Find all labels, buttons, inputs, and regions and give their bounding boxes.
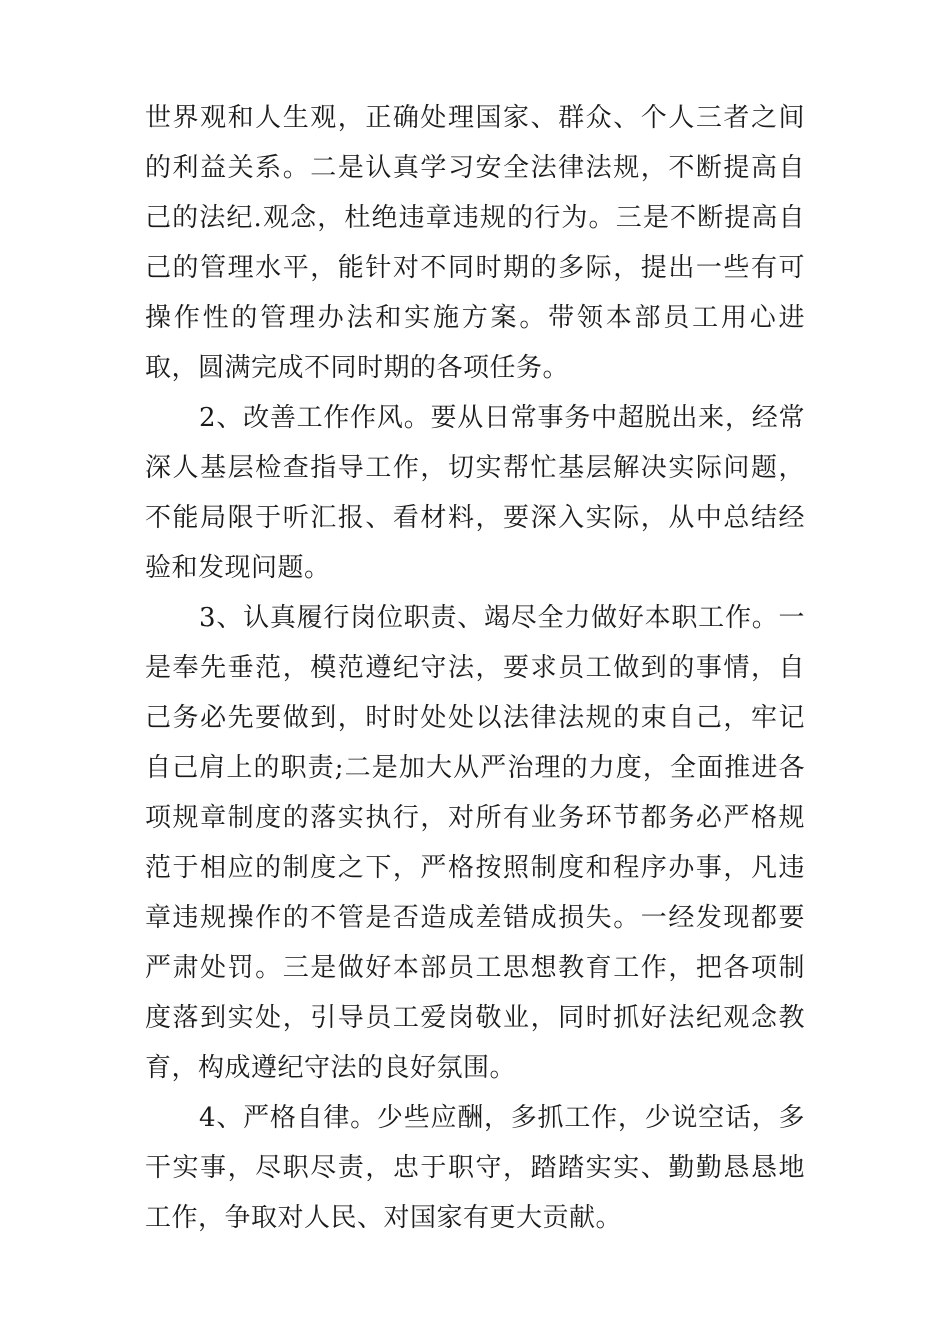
paragraph-item-2: 2、改善工作作风。要从日常事务中超脱出来，经常深人基层检查指导工作，切实帮忙基层解决实际问题，不能局限于听汇报、看材料，要深入实际，从中总结经验和发现问题。: [145, 403, 805, 583]
paragraph-item-3: 3、认真履行岗位职责、竭尽全力做好本职工作。一是奉先垂范，模范遵纪守法，要求员工做到的事情，自己务必先要做到，时时处处以法律法规的束自己，牢记自己肩上的职责;二是加大从严治理的力度，全面推进各项规章制度的落实执行，对所有业务环节都务必严格规范于相应的制度之下，严格按照制度和程序办事，凡违章违规操作的不管是否造成差错成损失。一经发现都要严肃处罚。三是做好本部员工思想教育工作，把各项制度落到实处，引导员工爱岗敬业，同时抓好法纪观念教育，构成遵纪守法的良好氛围。: [145, 603, 805, 1083]
paragraph-continuation: 世界观和人生观，正确处理国家、群众、个人三者之间的利益关系。二是认真学习安全法律法规，不断提高自己的法纪.观念，杜绝违章违规的行为。三是不断提高自己的管理水平，能针对不同时期的多际，提出一些有可操作性的管理办法和实施方案。带领本部员工用心进取，圆满完成不同时期的各项任务。: [145, 103, 805, 383]
paragraph-item-4: 4、严格自律。少些应酬，多抓工作，少说空话，多干实事，尽职尽责，忠于职守，踏踏实实、勤勤恳恳地工作，争取对人民、对国家有更大贡献。: [145, 1103, 805, 1233]
document-body: [145, 93, 805, 1243]
